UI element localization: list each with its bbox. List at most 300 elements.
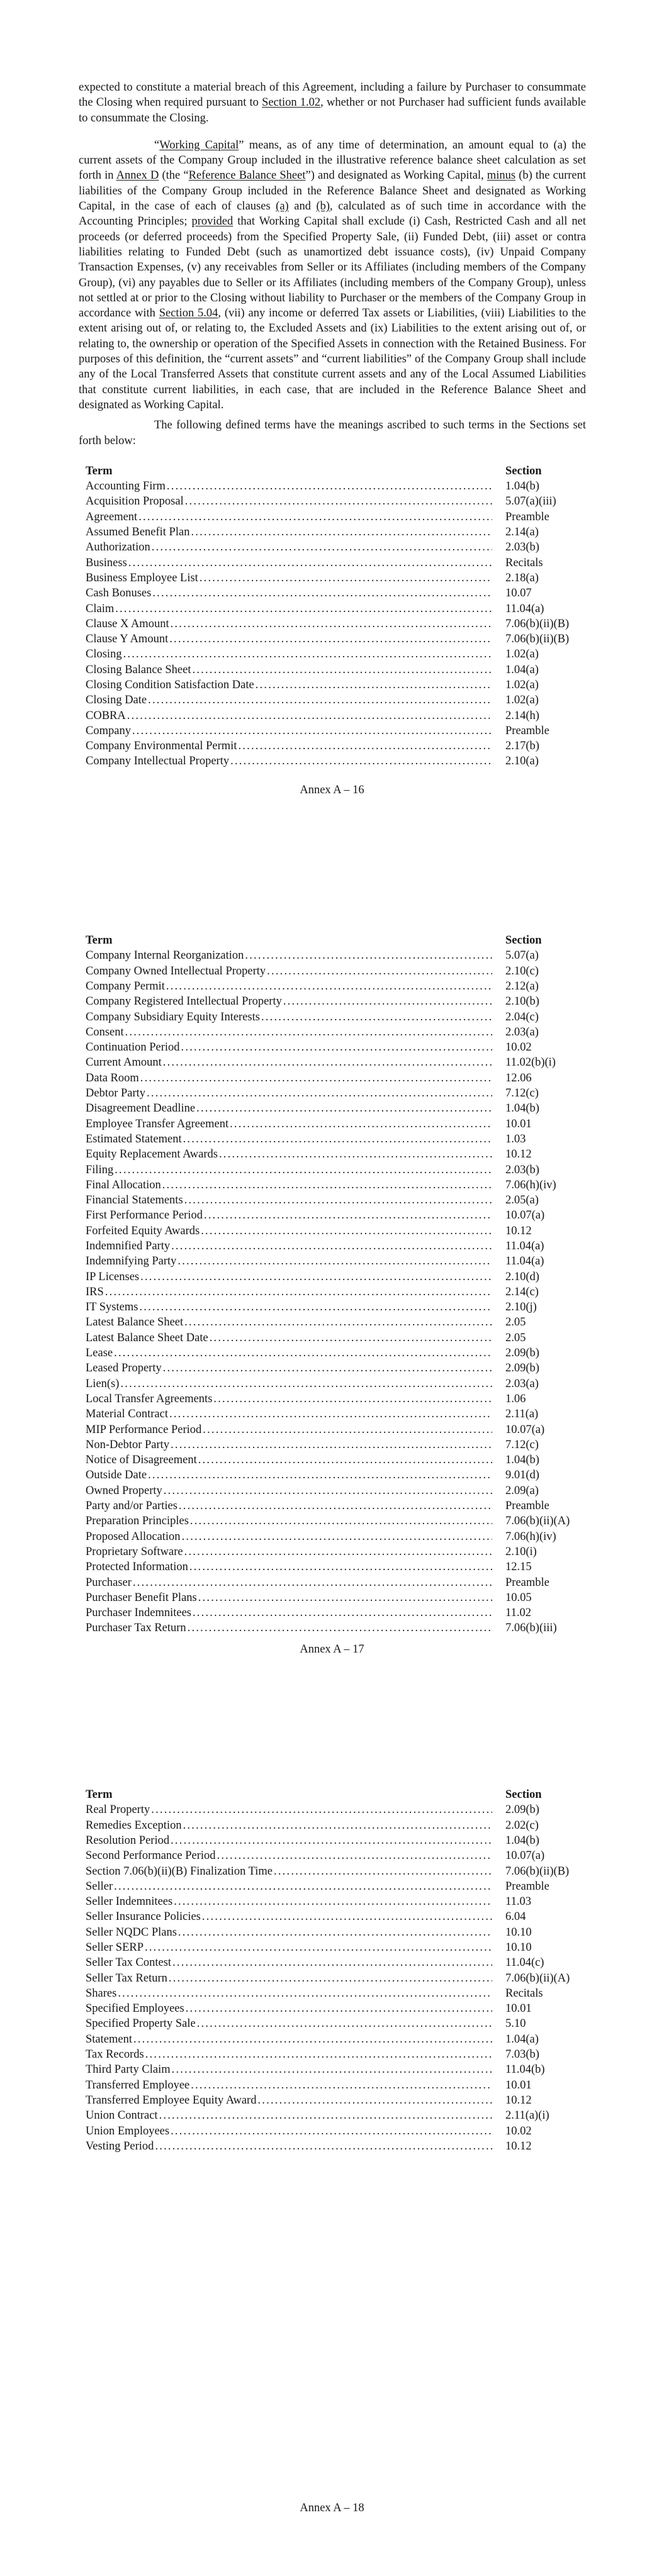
term-cell: Vesting Period (86, 2139, 154, 2153)
dot-leader (163, 1361, 492, 1376)
section-cell: 2.05(a) (505, 1194, 539, 1207)
term-cell: Specified Property Sale (86, 2017, 196, 2031)
term-cell: Closing Balance Sheet (86, 663, 191, 676)
dot-leader (184, 1544, 492, 1559)
table-row (86, 754, 585, 769)
section-cell: 2.10(a) (505, 755, 539, 768)
section-cell: 10.12 (505, 2139, 532, 2153)
dot-leader (114, 1879, 492, 1894)
table-row (86, 571, 585, 586)
term-cell: Company Environmental Permit (86, 740, 237, 753)
dot-leader (105, 1285, 492, 1300)
section-cell: 7.06(h)(iv) (505, 1178, 556, 1191)
section-cell: 2.12(a) (505, 979, 539, 993)
table-header-row (86, 933, 585, 948)
section-cell: 1.04(a) (505, 663, 539, 676)
defined-terms-table-page-1 (86, 464, 585, 769)
dot-leader (198, 1452, 492, 1468)
dot-leader (172, 1955, 492, 1970)
section-cell: 1.04(b) (505, 1454, 539, 1467)
dot-leader (138, 510, 492, 525)
table-row (86, 662, 585, 677)
table-row (86, 1208, 585, 1223)
section-cell: Preamble (505, 724, 549, 737)
term-cell: First Performance Period (86, 1209, 203, 1222)
table-row (86, 2124, 585, 2139)
dot-leader (171, 1437, 492, 1452)
section-cell: 11.04(a) (505, 1240, 544, 1252)
underlined-reference: Section 5.04 (159, 307, 218, 320)
defined-terms-table-page-3 (86, 1787, 585, 2154)
dot-leader (123, 647, 492, 662)
section-cell: 11.02 (505, 1607, 531, 1620)
table-row (86, 1468, 585, 1483)
dot-leader (152, 540, 492, 555)
term-cell: Company Registered Intellectual Property (86, 995, 282, 1008)
section-cell: 10.02 (505, 1041, 532, 1054)
section-cell: 11.03 (505, 1895, 531, 1909)
dot-leader (197, 2016, 492, 2031)
section-cell: 2.09(b) (505, 1362, 539, 1375)
section-cell: 7.06(b)(ii)(B) (505, 1865, 570, 1878)
term-cell: Financial Statements (86, 1194, 183, 1207)
dot-leader (182, 1529, 492, 1544)
section-cell: 2.03(b) (505, 1163, 539, 1176)
table-row (86, 1437, 585, 1452)
table-row (86, 1163, 585, 1178)
section-cell: 10.07(a) (505, 1849, 545, 1863)
section-cell: 10.10 (505, 1941, 532, 1954)
term-cell: Purchaser (86, 1576, 132, 1589)
term-cell: Non-Debtor Party (86, 1438, 170, 1451)
section-cell: 2.03(b) (505, 541, 539, 554)
dot-leader (169, 632, 492, 647)
section-cell: 1.02(a) (505, 694, 539, 707)
table-row (86, 494, 585, 509)
term-cell: Clause Y Amount (86, 633, 169, 646)
term-cell: Company (86, 724, 131, 737)
dot-leader (115, 1163, 492, 1178)
term-cell: Indemnifying Party (86, 1255, 177, 1268)
term-cell: Company Permit (86, 979, 165, 993)
table-row (86, 1864, 585, 1879)
section-cell: Preamble (505, 1576, 549, 1589)
table-row (86, 2032, 585, 2047)
section-cell: 2.10(c) (505, 964, 539, 978)
section-cell: 2.11(a) (505, 1408, 539, 1421)
table-row (86, 1224, 585, 1239)
dot-leader (133, 1575, 492, 1590)
term-cell: Outside Date (86, 1469, 147, 1482)
underlined-reference: Reference Balance Sheet (188, 169, 306, 182)
section-cell: 7.06(b)(ii)(B) (505, 617, 570, 630)
term-cell: Company Internal Reorganization (86, 949, 244, 962)
table-row (86, 1086, 585, 1101)
term-cell: Seller Tax Contest (86, 1956, 172, 1970)
term-cell: Indemnified Party (86, 1240, 171, 1252)
term-cell: Assumed Benefit Plan (86, 526, 190, 539)
table-row (86, 1848, 585, 1863)
section-cell: 10.01 (505, 2002, 532, 2016)
dot-leader (133, 2032, 492, 2047)
table-row (86, 2062, 585, 2077)
dot-leader (127, 708, 492, 723)
underlined-reference: minus (487, 169, 516, 182)
section-cell: 11.04(a) (505, 602, 544, 615)
section-cell: 2.02(c) (505, 1819, 539, 1832)
term-cell: Debtor Party (86, 1087, 146, 1100)
section-cell: 10.01 (505, 2078, 532, 2092)
dot-leader (125, 1025, 492, 1040)
underlined-reference: Section 1.02 (262, 96, 321, 109)
table-header-row (86, 464, 585, 479)
term-cell: Union Contract (86, 2109, 158, 2122)
section-cell: 7.06(h)(iv) (505, 1530, 556, 1543)
section-cell: 7.06(b)(ii)(B) (505, 633, 570, 646)
dot-leader (178, 1925, 492, 1940)
term-cell: Purchaser Indemnitees (86, 1607, 191, 1620)
section-cell: 10.07(a) (505, 1423, 545, 1436)
section-cell: 10.07 (505, 587, 532, 600)
table-row (86, 2047, 585, 2062)
section-cell: Recitals (505, 556, 543, 569)
section-cell: 2.05 (505, 1316, 526, 1329)
term-cell: Protected Information (86, 1561, 188, 1574)
term-cell: Preparation Principles (86, 1515, 189, 1528)
dot-leader (186, 2001, 492, 2016)
dot-leader (151, 1802, 492, 1817)
text-segment: that Working Capital shall exclude (i) Cash, Restricted Cash and all net proceeds (or deferred proceeds) from the Specified Property Sale, (ii) Funded Debt, (iii) asset or contra liabilities relating to Funded Debt (such as unamortized debt issuance costs), (iv) Unpaid Company Transaction Expenses, (v) any receivables from Seller or its Affiliates (including members of the Company Group), (vi) any payables due to Seller or its Affiliates (including members of the Company Group), unless not settled at or prior to the Closing without liability to Purchaser or the members of the Company Group in accordance with (79, 215, 586, 320)
text-segment: expected to constitute a material breach of this Agreement, including a failure by Purchaser to consummate the Closing when required pursuant to (79, 81, 586, 109)
text-segment: ”) and designated as Working Capital, (305, 169, 487, 182)
term-cell: Union Employees (86, 2124, 170, 2138)
section-cell: 2.03(a) (505, 1025, 539, 1039)
section-cell: 10.05 (505, 1591, 532, 1604)
underlined-reference: Annex D (116, 169, 159, 182)
dot-leader (191, 2078, 492, 2093)
term-cell: Lease (86, 1347, 113, 1360)
term-cell: Clause X Amount (86, 617, 169, 630)
section-cell: 12.15 (505, 1561, 532, 1574)
table-row (86, 1071, 585, 1086)
term-cell: Latest Balance Sheet (86, 1316, 184, 1329)
term-cell: Party and/or Parties (86, 1500, 177, 1513)
section-cell: 10.12 (505, 1148, 532, 1161)
dot-leader (128, 555, 492, 571)
table-row (86, 1833, 585, 1848)
table-row (86, 948, 585, 963)
section-cell: 10.02 (505, 2124, 532, 2138)
dot-leader (238, 739, 492, 754)
table-row (86, 1239, 585, 1254)
dot-leader (217, 1848, 492, 1863)
term-cell: Company Owned Intellectual Property (86, 964, 266, 978)
dot-leader (203, 1422, 492, 1437)
section-cell: 2.09(b) (505, 1804, 539, 1817)
term-cell: Seller (86, 1880, 113, 1893)
table-body (86, 479, 585, 769)
underlined-reference: Working Capital (159, 138, 239, 152)
table-row (86, 1361, 585, 1376)
section-cell: 2.14(c) (505, 1285, 539, 1298)
term-cell: IRS (86, 1285, 104, 1298)
section-cell: 1.03 (505, 1132, 526, 1146)
section-cell: 7.06(b)(ii)(A) (505, 1971, 570, 1985)
table-row (86, 2078, 585, 2093)
table-row (86, 1407, 585, 1422)
table-body (86, 1802, 585, 2154)
section-cell: 6.04 (505, 1910, 526, 1924)
table-row (86, 1315, 585, 1330)
section-cell: 11.04(b) (505, 2063, 545, 2077)
dot-leader (147, 1086, 492, 1101)
table-row (86, 2108, 585, 2123)
table-row (86, 723, 585, 739)
dot-leader (171, 1833, 492, 1848)
term-cell: Seller SERP (86, 1941, 143, 1954)
term-cell: Estimated Statement (86, 1132, 182, 1146)
table-row (86, 2139, 585, 2154)
dot-leader (169, 1971, 492, 1986)
section-cell: 1.04(a) (505, 2032, 539, 2046)
table-row (86, 1559, 585, 1575)
term-cell: Closing Date (86, 694, 147, 707)
dot-leader (171, 1239, 492, 1254)
section-cell: Preamble (505, 510, 549, 523)
term-cell: Current Amount (86, 1056, 162, 1069)
table-row (86, 525, 585, 540)
term-cell: MIP Performance Period (86, 1423, 202, 1436)
dot-leader (256, 677, 492, 693)
section-cell: 11.04(c) (505, 1956, 544, 1970)
dot-leader (204, 1208, 492, 1223)
dot-leader (114, 1346, 492, 1361)
dot-leader (257, 2093, 492, 2108)
term-cell: Proposed Allocation (86, 1530, 181, 1543)
term-cell: Closing Condition Satisfaction Date (86, 678, 254, 691)
dot-leader (181, 1040, 492, 1055)
dot-leader (179, 1498, 492, 1514)
text-segment: , whether or not Purchaser had sufficient funds available to consummate the Closing. (79, 96, 586, 125)
dot-leader (198, 1590, 492, 1605)
table-header-term: Term (86, 464, 113, 477)
dot-leader (172, 2062, 492, 2077)
section-cell: 2.11(a)(i) (505, 2109, 549, 2122)
term-cell: Notice of Disagreement (86, 1454, 197, 1467)
dot-leader (193, 1605, 492, 1620)
dot-leader (267, 964, 492, 979)
dot-leader (202, 1909, 492, 1924)
underlined-reference: provided (191, 215, 234, 228)
table-row (86, 1193, 585, 1208)
dot-leader (213, 1391, 492, 1407)
term-cell: Local Transfer Agreements (86, 1392, 213, 1405)
defined-terms-table-page-2 (86, 933, 585, 1636)
dot-leader (155, 2139, 492, 2154)
table-row (86, 1025, 585, 1040)
section-cell: 2.14(h) (505, 709, 539, 722)
section-cell: Recitals (505, 1987, 543, 2000)
term-cell: Company Intellectual Property (86, 755, 230, 768)
section-cell: 1.06 (505, 1392, 526, 1405)
term-cell: Owned Property (86, 1484, 162, 1497)
dot-leader (185, 494, 492, 509)
dot-leader (183, 1818, 492, 1833)
table-row (86, 1285, 585, 1300)
section-cell: 9.01(d) (505, 1469, 539, 1482)
term-cell: Specified Employees (86, 2002, 184, 2016)
table-row (86, 479, 585, 494)
dot-leader (163, 1055, 492, 1070)
text-segment: , (vii) any income or deferred Tax assets or Liabilities, (viii) Liabilities to the extent arising out of, or relating to, the Excluded Assets and (ix) Liabilities to the extent arising out of, or relating to, the ownership or operation of the Specified Assets in connection with the Retained Business. For purposes of this definition, the “current assets” and “current liabilities” of the Company Group shall include any of the Local Transferred Assets that constitute current assets and any of the Local Assumed Liabilities that constitute current liabilities, in each case, that are included in the Reference Balance Sheet and designated as Working Capital. (79, 307, 586, 411)
term-cell: Statement (86, 2032, 132, 2046)
section-cell: Preamble (505, 1880, 549, 1893)
table-row (86, 2093, 585, 2108)
term-cell: Seller Insurance Policies (86, 1910, 201, 1924)
dot-leader (167, 479, 492, 494)
section-cell: 2.09(a) (505, 1484, 539, 1497)
page-footer-annex-a-18: Annex A – 18 (300, 2502, 364, 2515)
dot-leader (171, 616, 492, 632)
term-cell: Cash Bonuses (86, 587, 152, 600)
section-cell: 7.12(c) (505, 1087, 539, 1100)
dot-leader (145, 1940, 492, 1955)
dot-leader (148, 1468, 492, 1483)
section-cell: 1.04(b) (505, 1834, 539, 1847)
term-cell: IP Licenses (86, 1270, 140, 1283)
term-cell: Filing (86, 1163, 114, 1176)
table-row (86, 1147, 585, 1162)
paragraph-defined-terms-intro (79, 418, 586, 449)
term-cell: Seller Indemnitees (86, 1895, 173, 1909)
table-row (86, 1620, 585, 1636)
term-cell: Proprietary Software (86, 1545, 183, 1558)
table-row (86, 964, 585, 979)
table-row (86, 1346, 585, 1361)
paragraph-breach-continuation (79, 80, 586, 126)
table-row (86, 2016, 585, 2031)
table-header-term: Term (86, 1788, 113, 1802)
dot-leader (166, 979, 492, 994)
table-row (86, 1269, 585, 1285)
dot-leader (183, 1132, 492, 1147)
text-segment: , calculated as of such time in accordance with the Accounting Principles; (79, 200, 586, 228)
text-segment: ” means, as of any time of determination, an amount equal to (a) the current assets of the Company Group included in the illustrative reference balance sheet calculation as set forth in (79, 138, 586, 182)
section-cell: 11.02(b)(i) (505, 1056, 556, 1069)
table-row (86, 1055, 585, 1070)
term-cell: Final Allocation (86, 1178, 161, 1191)
paragraph-working-capital-definition (79, 138, 586, 413)
table-row (86, 586, 585, 601)
table-row (86, 601, 585, 616)
dot-leader (219, 1147, 492, 1162)
section-cell: 10.10 (505, 1926, 532, 1939)
text-segment: The following defined terms have the meanings ascribed to such terms in the Sections set forth below: (79, 419, 586, 447)
table-header-section: Section (505, 1788, 542, 1802)
section-cell: 7.03(b) (505, 2048, 539, 2061)
term-cell: Seller Tax Return (86, 1971, 167, 1985)
table-row (86, 1391, 585, 1407)
term-cell: Employee Transfer Agreement (86, 1117, 229, 1130)
term-cell: Acquisition Proposal (86, 495, 184, 508)
section-cell: 10.01 (505, 1117, 532, 1130)
table-header-term: Term (86, 934, 113, 947)
dot-leader (140, 1071, 492, 1086)
dot-leader (274, 1864, 492, 1879)
table-row (86, 1498, 585, 1514)
table-row (86, 1986, 585, 2001)
section-cell: 2.10(d) (505, 1270, 539, 1283)
table-row (86, 1909, 585, 1924)
term-cell: Data Room (86, 1071, 139, 1084)
page-footer-annex-a-16: Annex A – 16 (300, 783, 364, 796)
section-cell: 12.06 (505, 1071, 532, 1084)
term-cell: Accounting Firm (86, 480, 166, 493)
dot-leader (230, 754, 492, 769)
dot-leader (184, 1315, 492, 1330)
term-cell: Continuation Period (86, 1041, 180, 1054)
dot-leader (169, 1407, 492, 1422)
section-cell: 5.10 (505, 2017, 526, 2031)
table-row (86, 1010, 585, 1025)
table-row (86, 1575, 585, 1590)
term-cell: Disagreement Deadline (86, 1102, 196, 1115)
dot-leader (132, 723, 492, 739)
table-row (86, 1818, 585, 1833)
dot-leader (177, 1254, 492, 1269)
dot-leader (118, 1986, 492, 2001)
term-cell: Authorization (86, 541, 150, 554)
section-cell: 1.02(a) (505, 678, 539, 691)
dot-leader (162, 1178, 492, 1193)
term-cell: Shares (86, 1987, 117, 2000)
term-cell: Business Employee List (86, 571, 198, 584)
table-row (86, 1605, 585, 1620)
term-cell: Real Property (86, 1804, 150, 1817)
section-cell: 1.04(b) (505, 1102, 539, 1115)
table-row (86, 994, 585, 1009)
term-cell: Tax Records (86, 2048, 144, 2061)
term-cell: Consent (86, 1025, 124, 1039)
term-cell: Second Performance Period (86, 1849, 216, 1863)
section-cell: 10.07(a) (505, 1209, 545, 1222)
dot-leader (189, 1559, 492, 1575)
section-cell: 5.07(a) (505, 949, 539, 962)
section-cell: 11.04(a) (505, 1255, 544, 1268)
table-row (86, 540, 585, 555)
term-cell: Lien(s) (86, 1377, 120, 1390)
table-row (86, 632, 585, 647)
table-row (86, 1879, 585, 1894)
section-cell: 2.03(a) (505, 1377, 539, 1390)
dot-leader (171, 2124, 492, 2139)
section-cell: 10.12 (505, 2094, 532, 2107)
table-header-row (86, 1787, 585, 1802)
dot-leader (193, 662, 493, 677)
section-cell: 2.05 (505, 1331, 526, 1344)
text-segment: (the “ (159, 169, 189, 182)
table-header-section: Section (505, 464, 542, 477)
section-cell: 2.10(i) (505, 1545, 537, 1558)
dot-leader (283, 994, 492, 1009)
table-row (86, 1254, 585, 1269)
table-row (86, 739, 585, 754)
table-row (86, 1802, 585, 1817)
section-cell: 2.14(a) (505, 526, 539, 539)
term-cell: Third Party Claim (86, 2063, 171, 2077)
table-row (86, 1422, 585, 1437)
table-row (86, 1590, 585, 1605)
